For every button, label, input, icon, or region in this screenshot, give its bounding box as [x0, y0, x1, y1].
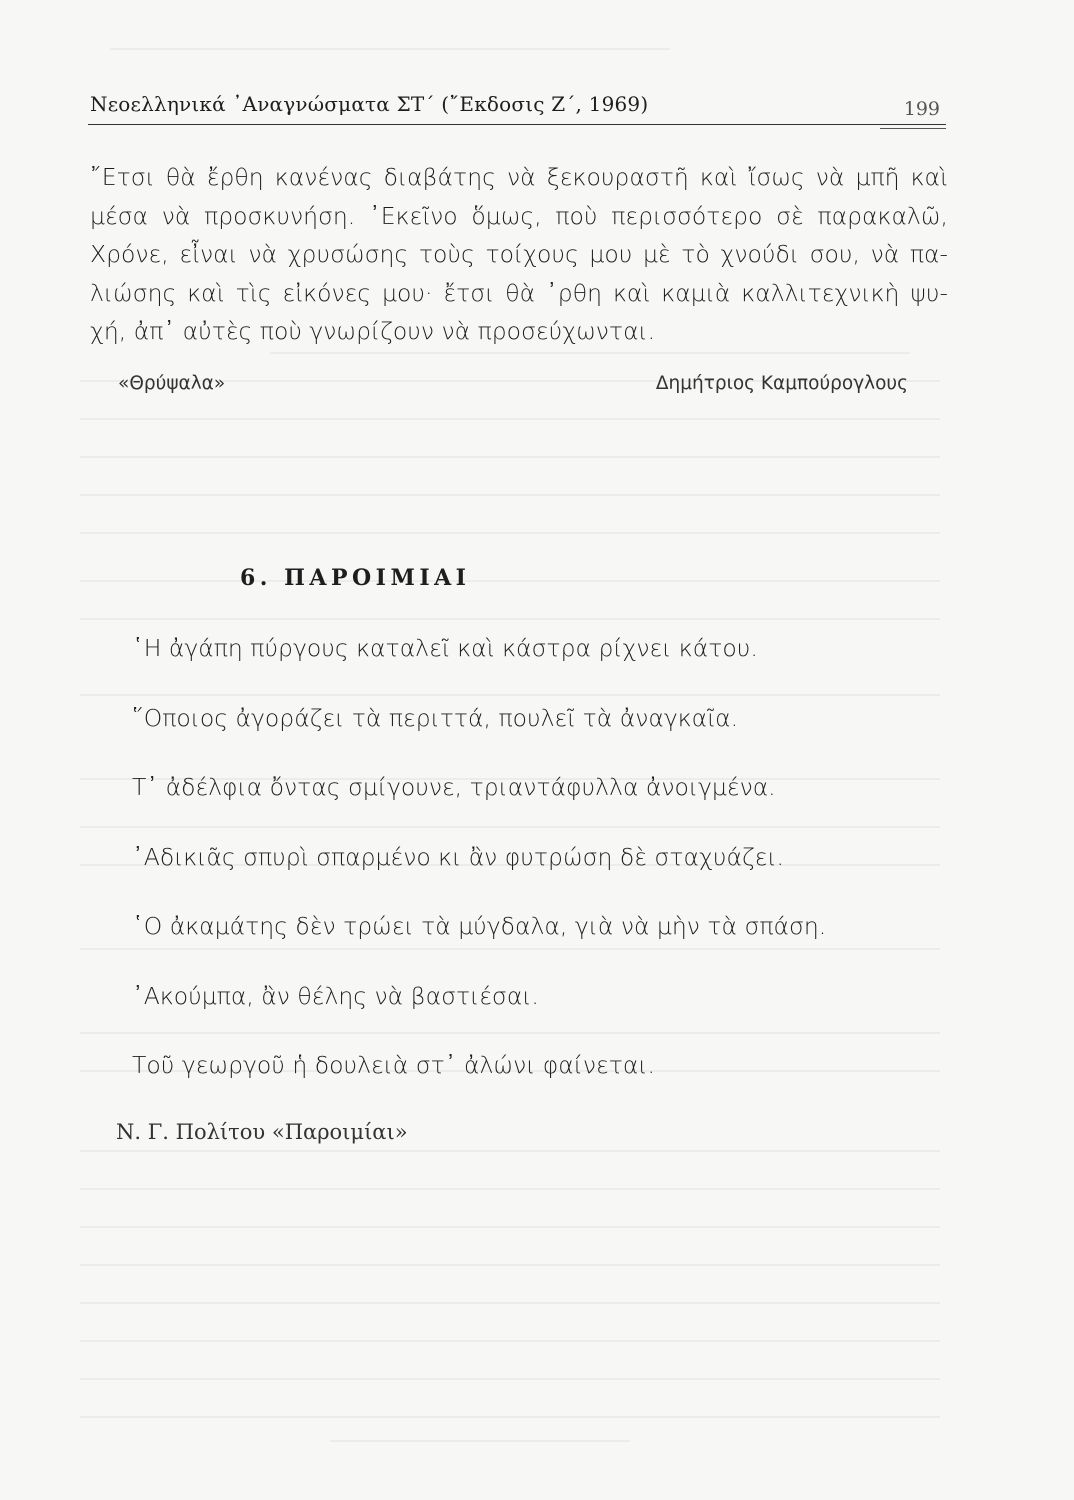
running-head — [90, 92, 950, 126]
page-number: 199 — [903, 98, 940, 120]
passage-line: ῎Ετσι θὰ ἔρθη κανένας διαβάτης νὰ ξεκουραστῆ καὶ ἴσως νὰ μπῆ καὶ — [90, 163, 948, 191]
proverbs-citation: Ν. Γ. Πολίτου «Παροιμίαι» — [116, 1120, 408, 1144]
passage-line: μέσα νὰ προσκυνήση. ᾿Εκεῖνο ὅμως, ποὺ περισσότερο σὲ παρακαλῶ, — [90, 201, 948, 230]
proverb: ῾Η ἀγάπη πύργους καταλεῖ καὶ κάστρα ρίχνει κάτου. — [132, 634, 758, 662]
running-title: Νεοελληνικά ᾿Αναγνώσματα ΣΤ΄ (῎Εκδοσις Ζ΄, 1969) — [90, 92, 649, 116]
proverb: ῞Οποιος ἀγοράζει τὰ περιττά, πουλεῖ τὰ ἀναγκαῖα. — [132, 703, 739, 732]
proverb-list — [132, 633, 932, 1120]
passage-attribution — [118, 373, 908, 403]
header-rule-short — [880, 128, 946, 129]
passage-line: χή, ἀπ᾿ αὐτὲς ποὺ γνωρίζουν νὰ προσεύχωνται. — [90, 317, 656, 345]
proverb: ᾿Αδικιᾶς σπυρὶ σπαρμένο κι ἂν φυτρώση δὲ σταχυάζει. — [132, 842, 785, 871]
section-heading: 6. ΠΑΡΟΙΜΙΑΙ — [240, 565, 471, 591]
proverb: ᾿Ακούμπα, ἂν θέλης νὰ βαστιέσαι. — [132, 981, 539, 1010]
passage-source: «Θρύψαλα» — [118, 373, 226, 394]
proverb: Τ᾿ ἀδέλφια ὄντας σμίγουνε, τριαντάφυλλα ἀνοιγμένα. — [132, 773, 776, 801]
proverb: Τοῦ γεωργοῦ ἡ δουλειὰ στ᾿ ἀλώνι φαίνεται. — [132, 1051, 655, 1079]
passage-line: λιώσης καὶ τὶς εἰκόνες μου· ἔτσι θὰ ᾿ρθη καὶ καμιὰ καλλιτεχνικὴ ψυ- — [90, 278, 948, 307]
passage-author: Δημήτριος Καμπούρογλους — [655, 373, 908, 394]
proverb: ῾Ο ἀκαμάτης δὲν τρώει τὰ μύγδαλα, γιὰ νὰ μὴν τὰ σπάση. — [132, 912, 827, 940]
header-rule — [88, 124, 946, 125]
passage-text — [90, 158, 948, 351]
passage-line: Χρόνε, εἶναι νὰ χρυσώσης τοὺς τοίχους μου μὲ τὸ χνούδι σου, νὰ πα- — [90, 240, 948, 268]
